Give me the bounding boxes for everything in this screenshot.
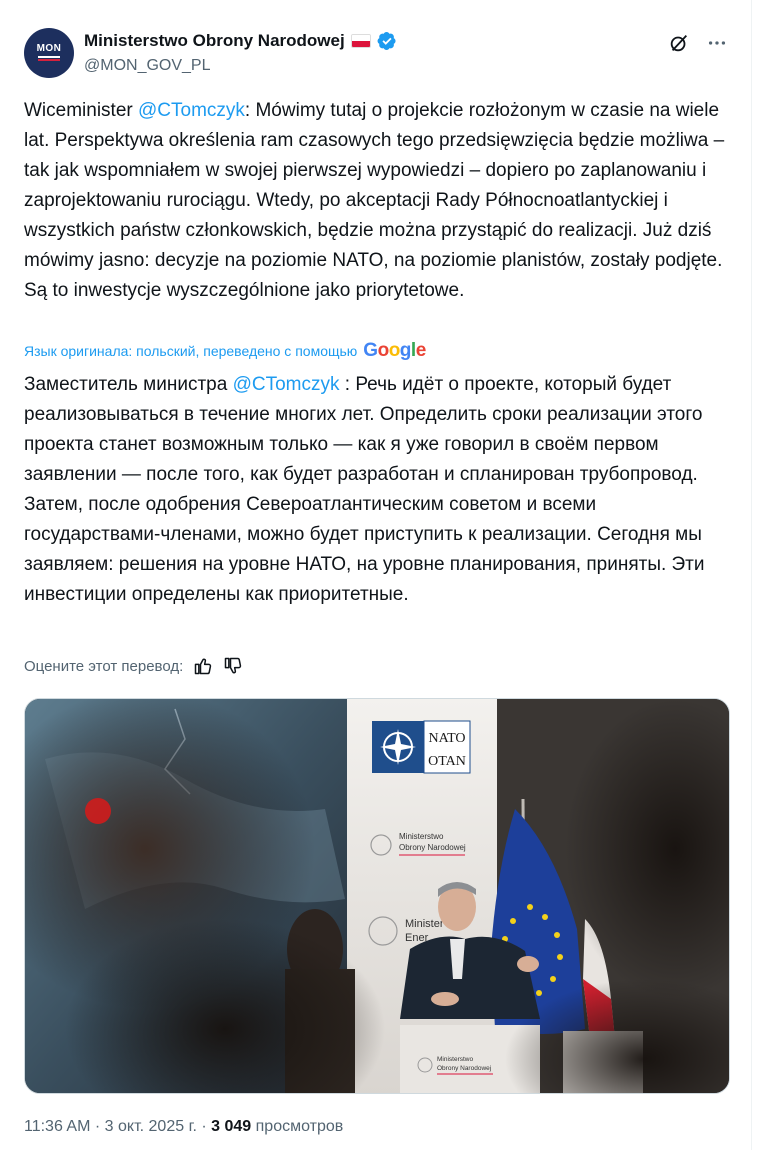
post-photo[interactable]	[24, 698, 730, 1094]
nato-sign-bottom: OTAN	[428, 754, 466, 769]
ministry-sign-line1: Ministerstwo	[399, 832, 444, 841]
author-names	[84, 30, 397, 75]
post-header	[24, 28, 736, 80]
views-label: просмотров	[255, 1118, 344, 1135]
podium-line2: Obrony Narodowej	[437, 1065, 492, 1072]
original-body: : Mówimy tutaj o projekcie rozłożonym w czasie na wiele lat. Perspektywa określenia ram czasowych tego przedsięwzięcia będzie możliwa – tak jak wspomniałem w swojej pierwszej wypowiedzi – dopiero po zaplanowaniu i zaprojektowaniu rurociągu. Wtedy, po akceptacji Rady Północnoatlantyckiej i wszystkich państw członkowskich, będzie można przystąpić do realizacji. Już dziś mówimy jasno: decyzje na poziomie NATO, na poziomie planistów, zostały podjęte. Są to inwestycje wyszczególnione jako priorytetowe.	[24, 100, 730, 301]
podium-line1: Ministerstwo	[437, 1056, 474, 1063]
thumbs-down-icon[interactable]	[223, 656, 243, 676]
post-text-original	[24, 96, 736, 306]
translated-body: : Речь идёт о проекте, который будет реализовываться в течение многих лет. Определить сроки реализации этого проекта станет возможным только — как я уже говорил в своём первом заявлении — после того, как будет разработан и спланирован трубопровод. Затем, после одобрения Североатлантическим советом и всеми государствами-членами, можно будет приступить к реализации. Сегодня мы заявляем: решения на уровне НАТО, на уровне планирования, приняты. Эти инвестиции определены как приоритетные.	[24, 374, 710, 605]
post-meta	[24, 1118, 343, 1136]
poland-flag-icon	[351, 34, 371, 48]
thumbs-up-icon[interactable]	[193, 656, 213, 676]
rate-translation	[24, 656, 243, 676]
nato-sign-top: NATO	[428, 731, 466, 746]
author-display-name[interactable]: Ministerstwo Obrony Narodowej	[84, 31, 345, 50]
rate-prompt: Оцените этот перевод:	[24, 657, 184, 675]
more-icon[interactable]	[706, 32, 728, 54]
author-handle[interactable]: @MON_GOV_PL	[84, 57, 211, 74]
translation-note	[24, 340, 426, 362]
google-logo: Google	[363, 340, 426, 361]
post-text-translated	[24, 370, 736, 610]
header-actions	[668, 32, 728, 54]
avatar[interactable]	[24, 28, 74, 78]
meta-dot: ·	[94, 1118, 105, 1135]
post-time[interactable]: 11:36 AM	[24, 1118, 91, 1135]
post-date[interactable]: 3 окт. 2025 г.	[104, 1118, 197, 1135]
verified-badge-icon[interactable]	[377, 31, 397, 51]
translated-prefix: Заместитель министра	[24, 374, 233, 395]
original-prefix: Wiceminister	[24, 100, 139, 121]
translation-note-text: Язык оригинала: польский, переведено с помощью	[24, 343, 358, 359]
mention-link-translated[interactable]: @CTomczyk	[232, 374, 340, 395]
press-conference-photo	[25, 699, 730, 1094]
author-name-row[interactable]	[84, 30, 397, 52]
avatar-stripe-red	[38, 59, 60, 61]
ministry-sign-line2: Obrony Narodowej	[399, 843, 466, 852]
meta-dot-2: ·	[201, 1118, 212, 1135]
avatar-stripe-white	[38, 56, 60, 58]
avatar-text: MON	[36, 43, 62, 54]
red-light	[85, 798, 111, 824]
speaker-body	[400, 937, 540, 1019]
grok-icon[interactable]	[668, 32, 690, 54]
views-count: 3 049	[211, 1118, 252, 1135]
ministry-partial-1: Minister	[405, 918, 444, 930]
ministry-partial-2: Ener	[405, 932, 429, 944]
mention-link[interactable]: @CTomczyk	[138, 100, 245, 121]
